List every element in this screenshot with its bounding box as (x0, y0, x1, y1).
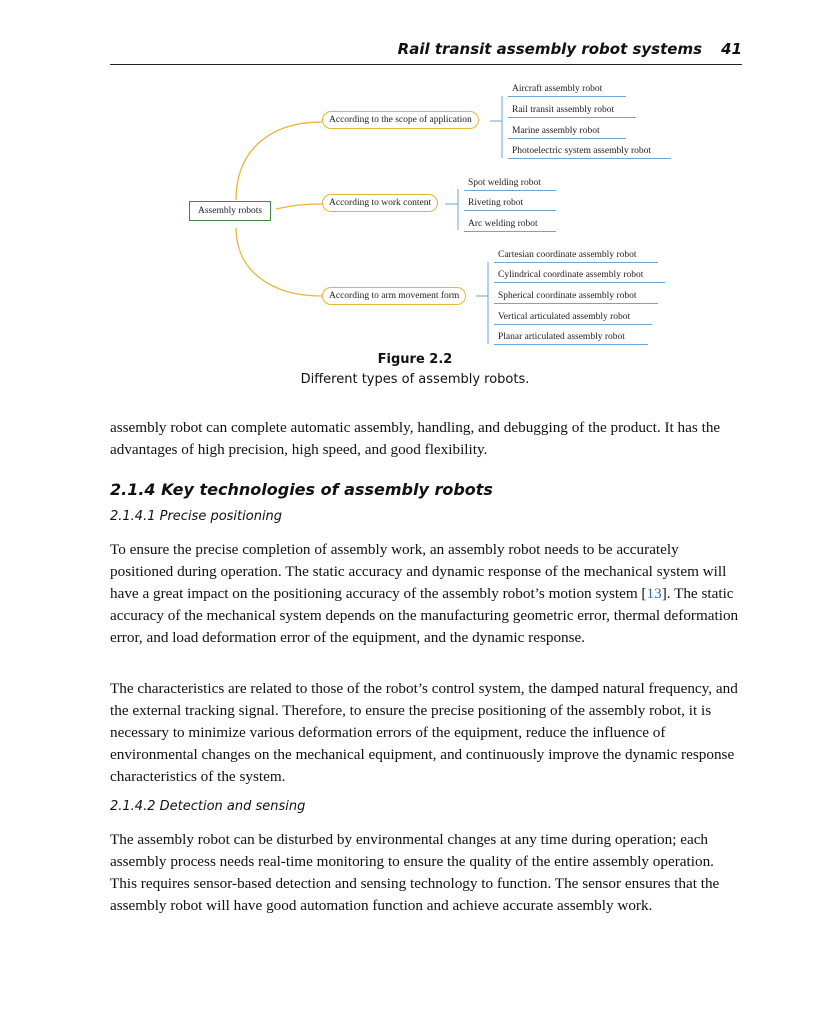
running-head-title: Rail transit assembly robot systems (397, 40, 702, 58)
leaf-node: Vertical articulated assembly robot (494, 312, 652, 325)
root-node: Assembly robots (189, 201, 271, 221)
intro-paragraph: assembly robot can complete automatic assembly, handling, and debugging of the product. It has the advantages of high precision, high speed, and good flexibility. (110, 419, 721, 458)
leaf-node: Planar articulated assembly robot (494, 332, 648, 345)
subsection-heading-detection-sensing: 2.1.4.2 Detection and sensing (110, 799, 306, 814)
paragraph-text: The characteristics are related to those of the robot’s control system, the damped natural frequency, and the external tracking signal. Therefore, to ensure the precise positioning of the assembly robot, it is necessary to minimize various deformation errors of the equipment, reduce the influence of environmental changes on the mechanical equipment, and continuously improve the dynamic response characteristics of the system. (110, 680, 738, 785)
figure-caption: Different types of assembly robots. (300, 372, 530, 387)
subsection-heading-precise-positioning: 2.1.4.1 Precise positioning (110, 509, 283, 524)
intro-paragraph-block (110, 417, 740, 461)
leaf-node: Cylindrical coordinate assembly robot (494, 270, 665, 283)
leaf-node: Riveting robot (464, 198, 556, 211)
page-number: 41 (721, 40, 742, 58)
leaf-node: Arc welding robot (464, 219, 556, 232)
figure-label: Figure 2.2 (377, 352, 453, 367)
paragraph-text: The assembly robot can be disturbed by environmental changes at any time during operation; each assembly process needs real-time monitoring to ensure the quality of the entire assembly operation. This requires sensor-based detection and sensing technology to function. The sensor ensures that the assembly robot will have good automation function and achieve accurate assembly work. (110, 831, 720, 914)
leaf-node: Aircraft assembly robot (508, 84, 626, 97)
leaf-node: Spot welding robot (464, 178, 556, 191)
leaf-node: Cartesian coordinate assembly robot (494, 250, 658, 263)
paragraph-text: To ensure the precise completion of assembly work, an assembly robot needs to be accurately positioned during operation. The static accuracy and dynamic response of the mechanical system will have a great impact on the positioning accuracy of the assembly robot’s motion system [ (110, 541, 727, 602)
paragraph-detection-sensing (110, 829, 740, 917)
branch-node-work-content: According to work content (322, 194, 438, 212)
paragraph-precise-positioning-1 (110, 539, 740, 649)
leaf-node: Marine assembly robot (508, 126, 626, 139)
leaf-node: Spherical coordinate assembly robot (494, 291, 658, 304)
citation-link[interactable]: 13 (646, 585, 662, 602)
branch-node-scope: According to the scope of application (322, 111, 479, 129)
leaf-node: Rail transit assembly robot (508, 105, 636, 118)
connector-root-branch-1 (236, 122, 322, 200)
section-heading: 2.1.4 Key technologies of assembly robots (110, 480, 493, 499)
connector-root-branch-3 (236, 228, 322, 296)
connector-root-branch-2 (276, 204, 322, 209)
paragraph-precise-positioning-2 (110, 678, 740, 788)
branch-node-arm-movement: According to arm movement form (322, 287, 466, 305)
leaf-node: Photoelectric system assembly robot (508, 146, 671, 159)
paragraph-text: ]. The static accuracy of the mechanical system depends on the manufacturing geometric error, thermal deformation error, and load deformation error of the equipment, and the dynamic response. (110, 585, 739, 646)
figure-assembly-robot-types (0, 0, 830, 400)
